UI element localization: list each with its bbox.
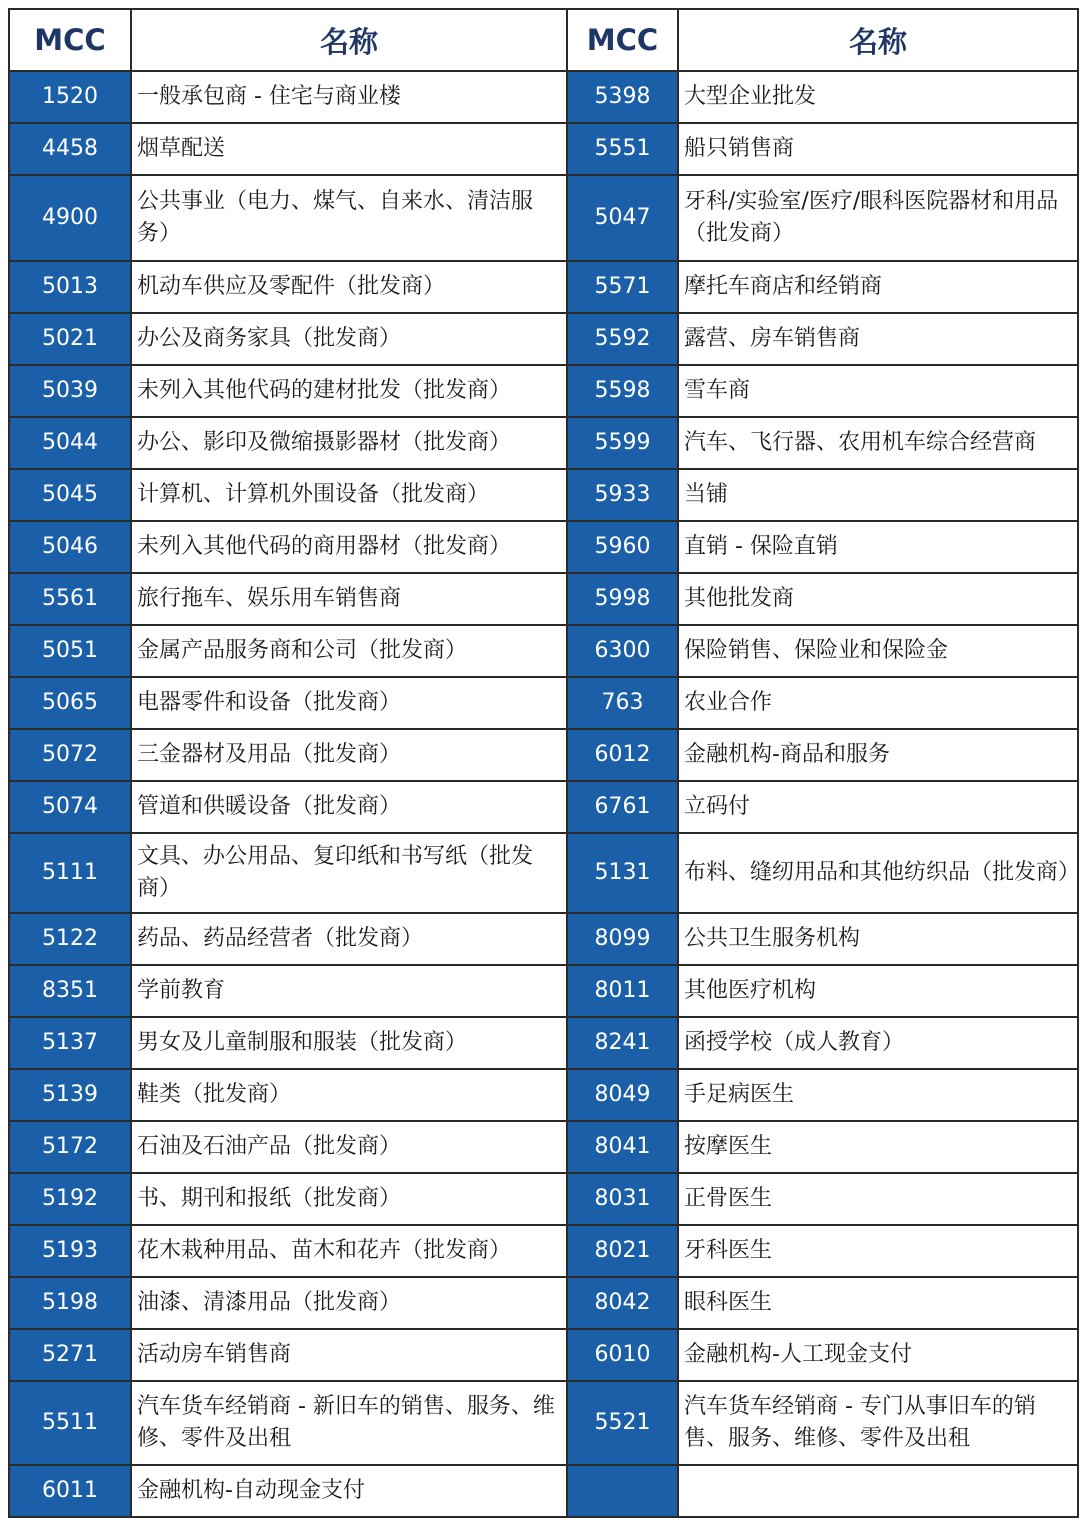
mcc-code-cell: 5598 — [567, 365, 678, 417]
merchant-name-cell: 油漆、清漆用品（批发商） — [131, 1277, 567, 1329]
table-row — [9, 1017, 1078, 1069]
merchant-name-cell: 大型企业批发 — [678, 71, 1078, 123]
table-row — [9, 625, 1078, 677]
mcc-code-cell: 5960 — [567, 521, 678, 573]
merchant-name-cell: 其他批发商 — [678, 573, 1078, 625]
mcc-code-cell: 6300 — [567, 625, 678, 677]
merchant-name-cell: 药品、药品经营者（批发商） — [131, 913, 567, 965]
table-row — [9, 175, 1078, 261]
mcc-table — [8, 8, 1079, 1518]
merchant-name-cell: 办公及商务家具（批发商） — [131, 313, 567, 365]
merchant-name-cell: 汽车货车经销商 - 专门从事旧车的销售、服务、维修、零件及出租 — [678, 1381, 1078, 1465]
mcc-code-cell: 5045 — [9, 469, 131, 521]
merchant-name-cell: 金融机构-商品和服务 — [678, 729, 1078, 781]
merchant-name-cell: 立码付 — [678, 781, 1078, 833]
mcc-code-cell: 5599 — [567, 417, 678, 469]
table-row — [9, 1225, 1078, 1277]
merchant-name-cell: 机动车供应及零配件（批发商） — [131, 261, 567, 313]
merchant-name-cell: 牙科医生 — [678, 1225, 1078, 1277]
table-row — [9, 71, 1078, 123]
merchant-name-cell: 汽车货车经销商 - 新旧车的销售、服务、维修、零件及出租 — [131, 1381, 567, 1465]
table-row — [9, 365, 1078, 417]
mcc-code-cell: 1520 — [9, 71, 131, 123]
header-name-right: 名称 — [678, 9, 1078, 71]
table-row — [9, 965, 1078, 1017]
mcc-code-cell: 5398 — [567, 71, 678, 123]
mcc-code-cell: 5139 — [9, 1069, 131, 1121]
table-row — [9, 913, 1078, 965]
mcc-code-cell: 8011 — [567, 965, 678, 1017]
mcc-code-cell: 5592 — [567, 313, 678, 365]
table-row — [9, 573, 1078, 625]
header-mcc-left: MCC — [9, 9, 131, 71]
mcc-code-cell: 5511 — [9, 1381, 131, 1465]
table-row — [9, 1465, 1078, 1517]
merchant-name-cell: 当铺 — [678, 469, 1078, 521]
mcc-code-cell: 5192 — [9, 1173, 131, 1225]
merchant-name-cell: 手足病医生 — [678, 1069, 1078, 1121]
mcc-code-cell: 5551 — [567, 123, 678, 175]
mcc-code-cell: 5072 — [9, 729, 131, 781]
merchant-name-cell: 计算机、计算机外围设备（批发商） — [131, 469, 567, 521]
table-row — [9, 521, 1078, 573]
header-name-left: 名称 — [131, 9, 567, 71]
mcc-code-cell: 5172 — [9, 1121, 131, 1173]
mcc-code-cell: 6761 — [567, 781, 678, 833]
merchant-name-cell: 旅行拖车、娱乐用车销售商 — [131, 573, 567, 625]
mcc-code-cell: 8351 — [9, 965, 131, 1017]
mcc-code-cell: 5193 — [9, 1225, 131, 1277]
merchant-name-cell: 花木栽种用品、苗木和花卉（批发商） — [131, 1225, 567, 1277]
table-row — [9, 781, 1078, 833]
table-row — [9, 833, 1078, 913]
mcc-code-cell: 5044 — [9, 417, 131, 469]
merchant-name-cell: 石油及石油产品（批发商） — [131, 1121, 567, 1173]
mcc-code-cell: 5047 — [567, 175, 678, 261]
mcc-code-cell: 6010 — [567, 1329, 678, 1381]
merchant-name-cell: 三金器材及用品（批发商） — [131, 729, 567, 781]
table-row — [9, 1069, 1078, 1121]
mcc-code-cell: 8049 — [567, 1069, 678, 1121]
table-row — [9, 417, 1078, 469]
table-row — [9, 1381, 1078, 1465]
mcc-code-cell: 5131 — [567, 833, 678, 913]
mcc-code-cell: 5013 — [9, 261, 131, 313]
mcc-code-cell — [567, 1465, 678, 1517]
merchant-name-cell: 烟草配送 — [131, 123, 567, 175]
mcc-code-cell: 8031 — [567, 1173, 678, 1225]
merchant-name-cell: 学前教育 — [131, 965, 567, 1017]
mcc-code-cell: 5521 — [567, 1381, 678, 1465]
merchant-name-cell: 书、期刊和报纸（批发商） — [131, 1173, 567, 1225]
mcc-code-cell: 5271 — [9, 1329, 131, 1381]
merchant-name-cell: 按摩医生 — [678, 1121, 1078, 1173]
mcc-code-cell: 5561 — [9, 573, 131, 625]
merchant-name-cell: 眼科医生 — [678, 1277, 1078, 1329]
mcc-code-cell: 763 — [567, 677, 678, 729]
mcc-code-cell: 5039 — [9, 365, 131, 417]
header-row — [9, 9, 1078, 71]
merchant-name-cell: 文具、办公用品、复印纸和书写纸（批发商） — [131, 833, 567, 913]
table-row — [9, 261, 1078, 313]
merchant-name-cell: 电器零件和设备（批发商） — [131, 677, 567, 729]
merchant-name-cell: 布料、缝纫用品和其他纺织品（批发商） — [678, 833, 1078, 913]
merchant-name-cell: 金融机构-自动现金支付 — [131, 1465, 567, 1517]
merchant-name-cell: 农业合作 — [678, 677, 1078, 729]
mcc-code-cell: 4458 — [9, 123, 131, 175]
mcc-code-cell: 4900 — [9, 175, 131, 261]
merchant-name-cell: 未列入其他代码的建材批发（批发商） — [131, 365, 567, 417]
table-row — [9, 469, 1078, 521]
merchant-name-cell: 直销 - 保险直销 — [678, 521, 1078, 573]
mcc-code-cell: 5571 — [567, 261, 678, 313]
mcc-code-cell: 5122 — [9, 913, 131, 965]
mcc-code-cell: 5046 — [9, 521, 131, 573]
mcc-code-cell: 8042 — [567, 1277, 678, 1329]
table-row — [9, 313, 1078, 365]
table-row — [9, 123, 1078, 175]
mcc-code-cell: 5065 — [9, 677, 131, 729]
mcc-code-cell: 8041 — [567, 1121, 678, 1173]
mcc-code-cell: 6012 — [567, 729, 678, 781]
mcc-code-cell: 6011 — [9, 1465, 131, 1517]
merchant-name-cell: 函授学校（成人教育） — [678, 1017, 1078, 1069]
merchant-name-cell: 正骨医生 — [678, 1173, 1078, 1225]
merchant-name-cell: 办公、影印及微缩摄影器材（批发商） — [131, 417, 567, 469]
mcc-code-cell: 8021 — [567, 1225, 678, 1277]
merchant-name-cell: 一般承包商 - 住宅与商业楼 — [131, 71, 567, 123]
merchant-name-cell: 活动房车销售商 — [131, 1329, 567, 1381]
merchant-name-cell: 管道和供暖设备（批发商） — [131, 781, 567, 833]
merchant-name-cell: 汽车、飞行器、农用机车综合经营商 — [678, 417, 1078, 469]
mcc-code-cell: 8241 — [567, 1017, 678, 1069]
merchant-name-cell: 未列入其他代码的商用器材（批发商） — [131, 521, 567, 573]
merchant-name-cell: 公共卫生服务机构 — [678, 913, 1078, 965]
header-mcc-right: MCC — [567, 9, 678, 71]
table-row — [9, 1173, 1078, 1225]
mcc-code-cell: 5998 — [567, 573, 678, 625]
merchant-name-cell: 其他医疗机构 — [678, 965, 1078, 1017]
merchant-name-cell: 露营、房车销售商 — [678, 313, 1078, 365]
merchant-name-cell: 船只销售商 — [678, 123, 1078, 175]
table-row — [9, 677, 1078, 729]
table-row — [9, 1329, 1078, 1381]
mcc-code-cell: 5137 — [9, 1017, 131, 1069]
table-row — [9, 729, 1078, 781]
mcc-code-cell: 5111 — [9, 833, 131, 913]
merchant-name-cell: 鞋类（批发商） — [131, 1069, 567, 1121]
merchant-name-cell: 摩托车商店和经销商 — [678, 261, 1078, 313]
table-row — [9, 1121, 1078, 1173]
merchant-name-cell — [678, 1465, 1078, 1517]
mcc-code-cell: 5933 — [567, 469, 678, 521]
merchant-name-cell: 金属产品服务商和公司（批发商） — [131, 625, 567, 677]
mcc-code-cell: 8099 — [567, 913, 678, 965]
mcc-code-cell: 5051 — [9, 625, 131, 677]
mcc-code-cell: 5021 — [9, 313, 131, 365]
table-row — [9, 1277, 1078, 1329]
merchant-name-cell: 雪车商 — [678, 365, 1078, 417]
mcc-code-cell: 5198 — [9, 1277, 131, 1329]
merchant-name-cell: 保险销售、保险业和保险金 — [678, 625, 1078, 677]
mcc-code-cell: 5074 — [9, 781, 131, 833]
merchant-name-cell: 公共事业（电力、煤气、自来水、清洁服务） — [131, 175, 567, 261]
merchant-name-cell: 金融机构-人工现金支付 — [678, 1329, 1078, 1381]
merchant-name-cell: 男女及儿童制服和服装（批发商） — [131, 1017, 567, 1069]
merchant-name-cell: 牙科/实验室/医疗/眼科医院器材和用品（批发商） — [678, 175, 1078, 261]
